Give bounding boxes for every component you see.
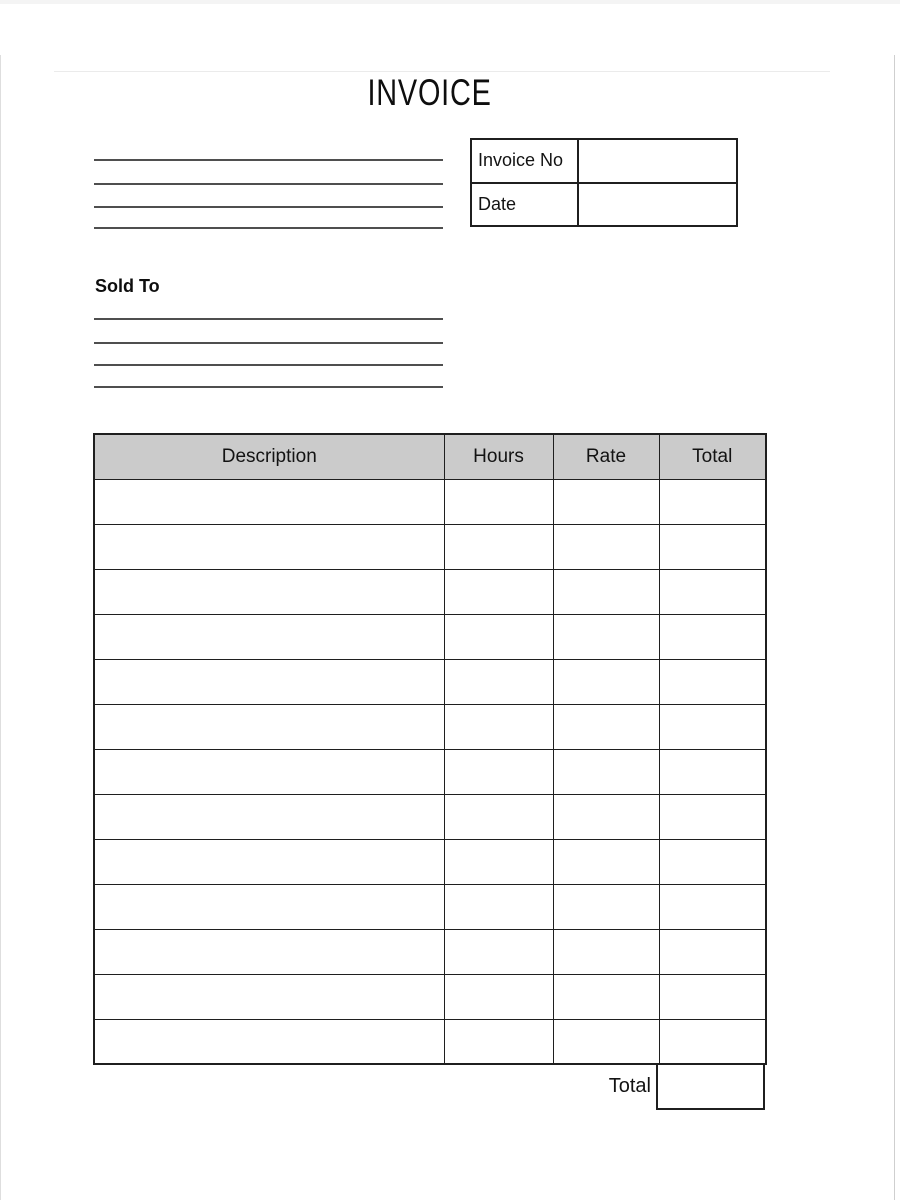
table-row (94, 569, 766, 614)
invoice-meta-box (470, 138, 738, 227)
table-cell[interactable] (444, 794, 553, 839)
table-cell[interactable] (94, 974, 444, 1019)
table-cell[interactable] (659, 974, 766, 1019)
write-in-line[interactable] (94, 364, 443, 366)
table-cell[interactable] (444, 569, 553, 614)
table-row (94, 479, 766, 524)
grand-total-label: Total (608, 1075, 651, 1097)
table-cell[interactable] (659, 659, 766, 704)
table-cell[interactable] (444, 704, 553, 749)
table-cell[interactable] (553, 884, 659, 929)
table-cell[interactable] (444, 749, 553, 794)
table-cell[interactable] (444, 479, 553, 524)
table-cell[interactable] (553, 614, 659, 659)
table-cell[interactable] (659, 614, 766, 659)
table-cell[interactable] (444, 614, 553, 659)
table-row (94, 1019, 766, 1064)
date-row (472, 184, 736, 226)
table-row (94, 614, 766, 659)
table-cell[interactable] (659, 929, 766, 974)
table-cell[interactable] (94, 884, 444, 929)
table-cell[interactable] (659, 479, 766, 524)
column-header-hours: Hours (444, 434, 553, 479)
table-cell[interactable] (553, 524, 659, 569)
table-row (94, 524, 766, 569)
date-field[interactable] (579, 184, 736, 226)
table-cell[interactable] (94, 1019, 444, 1064)
table-cell[interactable] (659, 839, 766, 884)
table-cell[interactable] (94, 569, 444, 614)
table-cell[interactable] (444, 524, 553, 569)
invoice-no-field[interactable] (579, 140, 736, 182)
write-in-line[interactable] (94, 206, 443, 208)
table-row (94, 749, 766, 794)
table-cell[interactable] (659, 569, 766, 614)
table-cell[interactable] (94, 524, 444, 569)
table-cell[interactable] (94, 929, 444, 974)
invoice-no-label: Invoice No (472, 140, 579, 182)
table-cell[interactable] (94, 839, 444, 884)
table-row (94, 794, 766, 839)
write-in-line[interactable] (94, 318, 443, 320)
table-cell[interactable] (553, 839, 659, 884)
table-cell[interactable] (553, 479, 659, 524)
table-row (94, 704, 766, 749)
write-in-line[interactable] (94, 227, 443, 229)
write-in-line[interactable] (94, 386, 443, 388)
table-cell[interactable] (94, 704, 444, 749)
table-cell[interactable] (659, 704, 766, 749)
table-cell[interactable] (444, 1019, 553, 1064)
table-cell[interactable] (94, 614, 444, 659)
invoice-no-row (472, 140, 736, 184)
column-header-description: Description (94, 434, 444, 479)
column-header-rate: Rate (553, 434, 659, 479)
table-cell[interactable] (659, 794, 766, 839)
table-cell[interactable] (444, 974, 553, 1019)
table-cell[interactable] (553, 1019, 659, 1064)
table-cell[interactable] (553, 749, 659, 794)
title-wrap (0, 73, 880, 114)
line-items-body (94, 479, 766, 1064)
table-cell[interactable] (659, 749, 766, 794)
page-top-strip (0, 0, 900, 4)
table-row (94, 974, 766, 1019)
write-in-line[interactable] (94, 159, 443, 161)
table-row (94, 929, 766, 974)
table-cell[interactable] (659, 524, 766, 569)
column-header-total: Total (659, 434, 766, 479)
table-cell[interactable] (553, 929, 659, 974)
table-cell[interactable] (444, 884, 553, 929)
table-cell[interactable] (444, 929, 553, 974)
write-in-line[interactable] (94, 183, 443, 185)
table-cell[interactable] (659, 1019, 766, 1064)
write-in-line[interactable] (94, 342, 443, 344)
table-cell[interactable] (94, 749, 444, 794)
table-cell[interactable] (444, 659, 553, 704)
table-header-row (94, 434, 766, 479)
sold-to-label: Sold To (95, 276, 160, 296)
table-cell[interactable] (553, 794, 659, 839)
page-edge-right (894, 55, 895, 1200)
table-cell[interactable] (444, 839, 553, 884)
grand-total-field[interactable] (656, 1063, 765, 1110)
table-cell[interactable] (659, 884, 766, 929)
date-label: Date (472, 184, 579, 226)
table-row (94, 659, 766, 704)
table-cell[interactable] (553, 704, 659, 749)
table-row (94, 839, 766, 884)
table-cell[interactable] (94, 479, 444, 524)
table-row (94, 884, 766, 929)
table-cell[interactable] (94, 659, 444, 704)
page-edge-left (0, 55, 1, 1200)
table-cell[interactable] (553, 659, 659, 704)
table-cell[interactable] (553, 974, 659, 1019)
table-cell[interactable] (94, 794, 444, 839)
table-cell[interactable] (553, 569, 659, 614)
line-items-table (93, 433, 767, 1065)
page-title: INVOICE (367, 72, 493, 113)
